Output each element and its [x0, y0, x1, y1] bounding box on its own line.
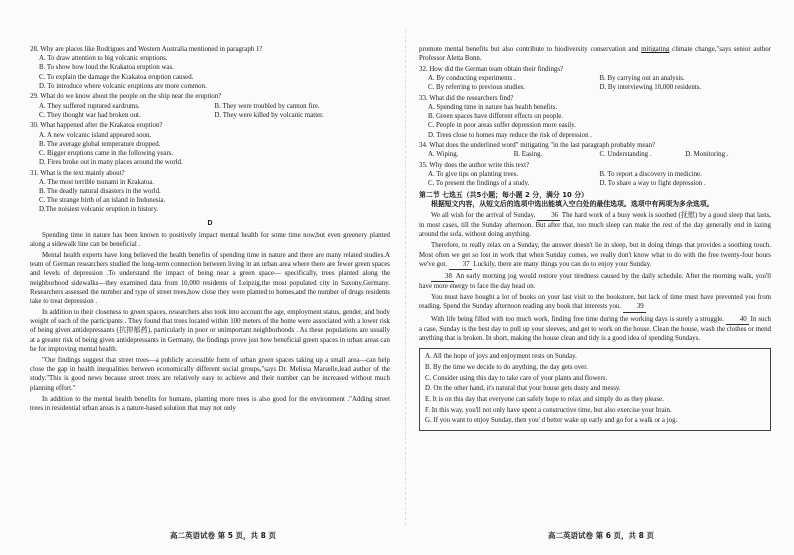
question-29: [30, 92, 390, 120]
option-d: D. Trees close to homes may reduce the risk of depression .: [428, 131, 593, 139]
choice-option: C. Consider using this day to take care of your plants and flowers.: [425, 374, 608, 382]
choice-option: A. All the hope of joys and enjoyment rests on Sunday.: [425, 353, 577, 361]
passage-paragraph-2: [419, 241, 771, 270]
question-stem: 28. Why are places like Rodrigues and Western Australia mentioned in paragraph 1?: [30, 46, 263, 53]
option-d: D. They were killed by volcanic matter.: [214, 111, 324, 119]
option-c: C. People in poor areas suffer depression more easily.: [428, 122, 576, 130]
continuation-text: climate change,"says senior author Professor Aletta Bonn.: [419, 46, 771, 63]
option-d: D. Monitoring .: [685, 151, 729, 159]
question-35: [419, 161, 771, 189]
choice-option: D. On the other hand, it's natural that your house gets dusty and messy.: [425, 385, 621, 393]
column-divider: [405, 30, 406, 525]
choice-option: G. If you want to enjoy Sunday, then you' d better wake up early and go for a walk or a jog.: [425, 417, 678, 425]
option-b: B. Green spaces have different effects on people.: [428, 113, 564, 121]
page-footer-left: 高二英语试卷 第 5 页，共 8 页: [170, 531, 276, 541]
option-c: C. To present the findings of a study.: [428, 180, 530, 188]
question-stem: 31. What is the text mainly about?: [30, 169, 125, 177]
choice-option: B. By the time we decide to do anything, the day gets over.: [425, 363, 588, 371]
page-footer-right: 高二英语试卷 第 6 页，共 8 页: [548, 531, 654, 541]
question-stem: 34. What does the underlined word" mitigating "in the last paragraph probably mean?: [419, 142, 656, 150]
option-a: A. A new volcanic island appeared soon.: [39, 131, 152, 139]
passage-text: In such a case, Sunday is the best day to pull up your sleeves, and get to work on the house. Clean the house, wash the clothes or mend anything that is broken. In short, making the house clean and tidy is a good idea of spending Sundays.: [419, 315, 771, 342]
question-32: [419, 65, 771, 93]
option-c: C. They thought war had broken out.: [39, 111, 141, 119]
section-2-instructions: 根据短文内容，从短文后的选项中选出能填入空白处的最佳选项。选项中有两项为多余选项。: [431, 199, 714, 208]
option-a: A. To give tips on planting trees.: [428, 171, 519, 179]
option-a: A. They suffered ruptured eardrums.: [39, 102, 140, 110]
question-stem: 30. What happened after the Krakatoa eruption?: [30, 122, 163, 130]
option-d: D. To share a way to fight depression .: [599, 180, 706, 188]
option-a: A. Spending time in nature has health benefits.: [428, 104, 558, 112]
option-d: D. To introduce where volcanic eruptions are more common.: [39, 82, 207, 90]
section-d-heading: D: [207, 219, 213, 227]
option-b: B. To report a discovery in medicine.: [599, 171, 702, 179]
passage-text: The hard work of a busy week is soothed (抚慰) by a good sleep that lasts, in most cases, till the Sunday afternoon. But after that, too much sleep can make the rest of the day generally end in lazing around the sofa, without doing anything.: [419, 211, 771, 239]
continuation-text: promote mental benefits but also contribute to biodiversity conservation and: [419, 46, 639, 53]
blank-36: 36: [537, 211, 560, 221]
blank-37: 37: [449, 260, 472, 270]
blank-38: 38: [431, 272, 454, 282]
option-c: C. By referring to previous studies.: [428, 84, 526, 92]
blank-39: 39: [623, 302, 646, 312]
passage-continuation: [419, 45, 771, 63]
question-stem: 32. How did the German team obtain their findings?: [419, 65, 564, 73]
option-b: B. They were troubled by cannon fire.: [214, 102, 320, 110]
passage-text: With life being filled with too much work, finding free time during the working days is surely a struggle.: [431, 315, 724, 323]
passage-paragraph: In addition to the mental health benefits for humans, planting more trees is also good for the environment ."Adding street trees in residential urban areas is a nature-based solution that may not only: [30, 395, 390, 412]
question-33: [419, 94, 771, 140]
option-d: D. By interviewing 10,000 residents.: [599, 84, 702, 92]
underlined-word: mitigating: [641, 46, 670, 53]
passage-paragraph: Spending time in nature has been known to positively impact mental health for some time now,but even greenery planted along a sidewalk line can be beneficial .: [30, 231, 390, 248]
option-a: A. By conducting experiments .: [428, 75, 516, 83]
left-column: [30, 45, 390, 414]
option-c: C. To explain the damage the Krakatoa eruption caused.: [39, 73, 194, 81]
right-column: [419, 45, 771, 431]
choice-option: E. It is on this day that everyone can safely hope to relax and simply do as they please.: [425, 395, 664, 403]
option-b: B. The deadly natural disasters in the world.: [39, 188, 161, 196]
option-d: D.The noisiest volcanic eruption in history.: [39, 206, 159, 214]
option-c: C. Bigger eruptions came in the following years.: [39, 149, 174, 157]
question-31: [30, 169, 390, 215]
question-28: [30, 45, 390, 91]
option-c: C. Understanding .: [599, 151, 652, 159]
options-box: [419, 348, 771, 431]
option-a: A. To draw attention to big volcanic eruptions.: [39, 55, 168, 63]
blank-40: 40: [726, 315, 749, 325]
choice-option: F. In this way, you'll not only have spent a constructive time, but also exercise your brain.: [425, 406, 672, 414]
option-c: C. The strange birth of an island in Indonesia.: [39, 197, 166, 205]
passage-paragraph-1: [419, 211, 771, 240]
option-b: B. The average global temperature dropped.: [39, 140, 161, 148]
passage-text: Luckily, there are many things you can do to enjoy your Sunday.: [473, 260, 652, 268]
option-b: B. Easing.: [513, 151, 543, 159]
option-a: A. Wiping.: [428, 151, 459, 159]
option-a: A. The most terrible tsunami in Krakatoa.: [39, 178, 155, 186]
question-stem: 33. What did the researchers find?: [419, 94, 514, 102]
question-stem: 29. What do we know about the people on the ship near the eruption?: [30, 93, 222, 101]
passage-paragraph-3: [419, 272, 771, 291]
passage-paragraph: In addition to their closeness to green spaces, researchers also took into account the age, employment status, gender, and body weight of each of the participants . They found that trees located within 100 meters of the home were associated with a lower risk of being given antidepressants (抗抑郁药), particularly in poor or unimportant neighborhoods . As these populations are usually at a greater risk of being given antidepressants in Germany, the findings prove just how beneficial green spaces in urban areas can be for improving mental health.: [30, 309, 390, 353]
passage-paragraph: Mental health experts have long believed the health benefits of spending time in nature and there are many related studies.A team of German researchers studied the long-term connection between living in an urban area where there are fewer green spaces and levels of depression .To understand the impact of being near a green space— specifically, trees planted along the neighborhood sidewalks—they examined data from 10,000 residents of Leipzig,the most populated city in Saxony,Germany. Researchers assessed the number and type of street trees,how close they were planted to homes,and the number of drugs residents take to treat depression .: [30, 252, 390, 305]
passage-paragraph: "Our findings suggest that street trees—a publicly accessible form of urban green spaces taking up a small area—can help close the gap in health inequalities between economically different social groups,"says Dr. Melissa Marselle,lead author of the study."This is good news because street trees are relatively easy to achieve and their number can be increased without much planning effort.": [30, 357, 390, 392]
option-b: B. To show how loud the Krakatoa eruption was.: [39, 64, 174, 72]
passage-paragraph-5: [419, 315, 771, 344]
question-stem: 35. Why does the author write this text?: [419, 162, 530, 170]
question-34: [419, 141, 771, 159]
option-d: D. Fires broke out in many places around the world.: [39, 159, 183, 167]
passage-paragraph-4: [419, 293, 771, 312]
section-2-title: 第二节 七选五（共5小题；每小题 2 分，满分 10 分）: [419, 190, 588, 199]
question-30: [30, 121, 390, 167]
passage-text: Therefore, to really relax on a Sunday, the answer doesn't lie in sleep, but in doing things that provides a soothing touch. Most often we get so lost in work that when Sunday comes, we really don't know what to do with the free twenty-four hours we've got.: [419, 242, 771, 268]
passage-text: We all wish for the arrival of Sunday.: [431, 211, 536, 219]
passage-text: An early morning jog would restore your tiredness caused by the daily schedule. After the morning walk, you'll have more energy to face the day head on.: [419, 272, 771, 291]
passage-text: You must have bought a lot of books on your last visit to the bookstore, but lack of time must have prevented you from reading. Spend the Sunday afternoon reading any book that interests you.: [419, 294, 771, 311]
option-b: B. By carrying out an analysis.: [599, 75, 685, 83]
